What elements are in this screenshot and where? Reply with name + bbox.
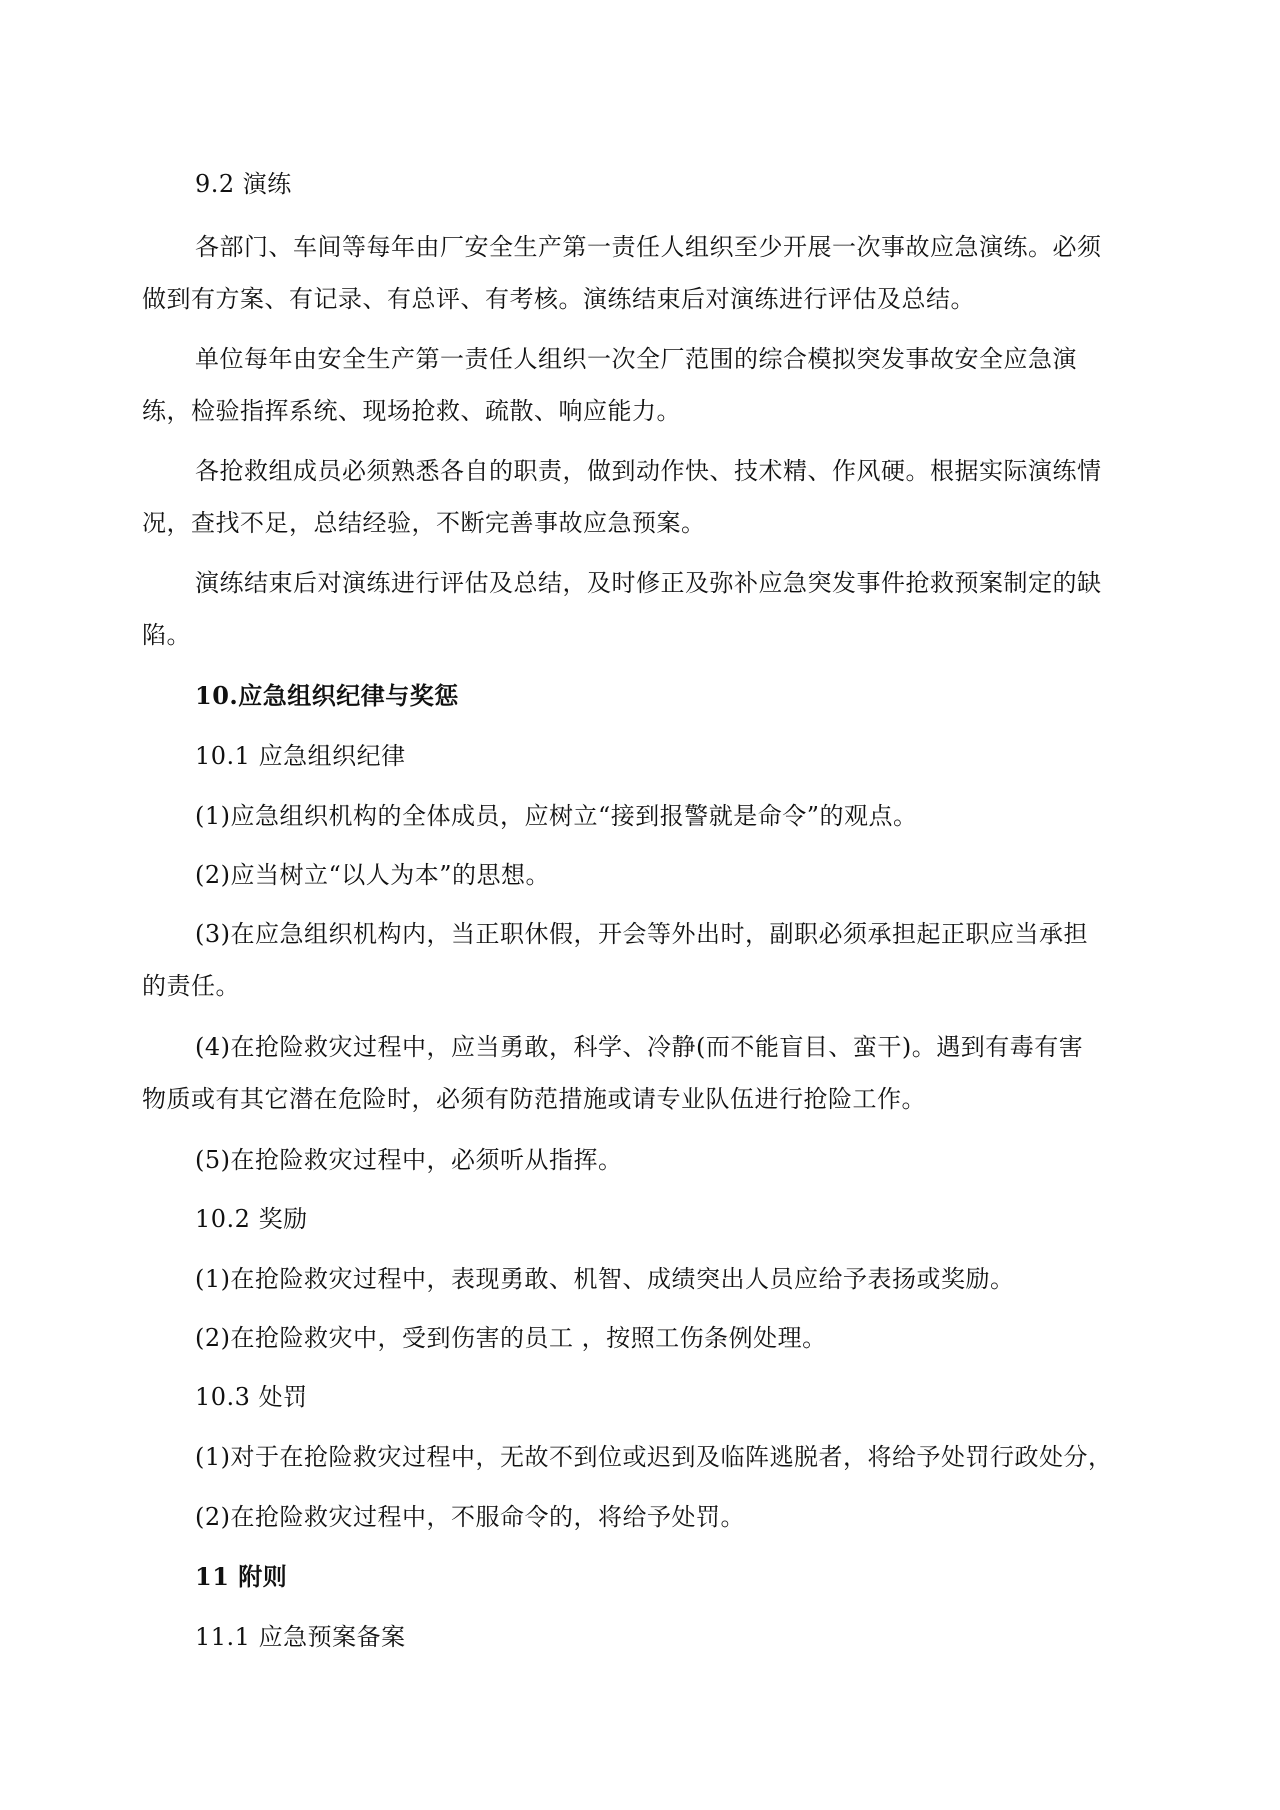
section-10-2-heading: 10.2 奖励 bbox=[195, 1205, 308, 1233]
list-item: (1)在抢险救灾过程中，表现勇敢、机智、成绩突出人员应给予表扬或奖励。 bbox=[195, 1265, 1015, 1293]
list-item-continuation: 的责任。 bbox=[142, 972, 240, 1000]
list-item-continuation: 物质或有其它潜在危险时，必须有防范措施或请专业队伍进行抢险工作。 bbox=[142, 1085, 926, 1113]
list-item: (5)在抢险救灾过程中，必须听从指挥。 bbox=[195, 1146, 623, 1174]
list-item: (3)在应急组织机构内，当正职休假，开会等外出时，副职必须承担起正职应当承担 bbox=[195, 920, 1088, 948]
list-item: (2)应当树立“以人为本”的思想。 bbox=[195, 861, 551, 889]
paragraph-line: 况，查找不足，总结经验，不断完善事故应急预案。 bbox=[142, 509, 706, 537]
section-10-1-heading: 10.1 应急组织纪律 bbox=[195, 742, 406, 770]
list-item: (4)在抢险救灾过程中，应当勇敢，科学、冷静(而不能盲目、蛮干)。遇到有毒有害 bbox=[195, 1033, 1084, 1061]
paragraph-line: 演练结束后对演练进行评估及总结，及时修正及弥补应急突发事件抢救预案制定的缺 bbox=[195, 569, 1102, 597]
paragraph-line: 做到有方案、有记录、有总评、有考核。演练结束后对演练进行评估及总结。 bbox=[142, 285, 975, 313]
paragraph-line: 各部门、车间等每年由厂安全生产第一责任人组织至少开展一次事故应急演练。必须 bbox=[195, 233, 1102, 261]
section-11-1-heading: 11.1 应急预案备案 bbox=[195, 1623, 406, 1651]
section-10-3-heading: 10.3 处罚 bbox=[195, 1383, 308, 1411]
list-item: (1)对于在抢险救灾过程中，无故不到位或迟到及临阵逃脱者，将给予处罚行政处分， bbox=[195, 1443, 1113, 1471]
section-11-heading: 11 附则 bbox=[195, 1562, 288, 1591]
list-item: (1)应急组织机构的全体成员，应树立“接到报警就是命令”的观点。 bbox=[195, 802, 918, 830]
paragraph-line: 单位每年由安全生产第一责任人组织一次全厂范围的综合模拟突发事故安全应急演 bbox=[195, 345, 1077, 373]
paragraph-line: 练，检验指挥系统、现场抢救、疏散、响应能力。 bbox=[142, 397, 681, 425]
section-10-heading: 10.应急组织纪律与奖惩 bbox=[195, 681, 459, 710]
list-item: (2)在抢险救灾过程中，不服命令的，将给予处罚。 bbox=[195, 1503, 745, 1531]
section-9-2-heading: 9.2 演练 bbox=[195, 170, 292, 198]
paragraph-line: 各抢救组成员必须熟悉各自的职责，做到动作快、技术精、作风硬。根据实际演练情 bbox=[195, 457, 1102, 485]
paragraph-line: 陷。 bbox=[142, 621, 191, 649]
list-item: (2)在抢险救灾中，受到伤害的员工 ，按照工伤条例处理。 bbox=[195, 1324, 827, 1352]
